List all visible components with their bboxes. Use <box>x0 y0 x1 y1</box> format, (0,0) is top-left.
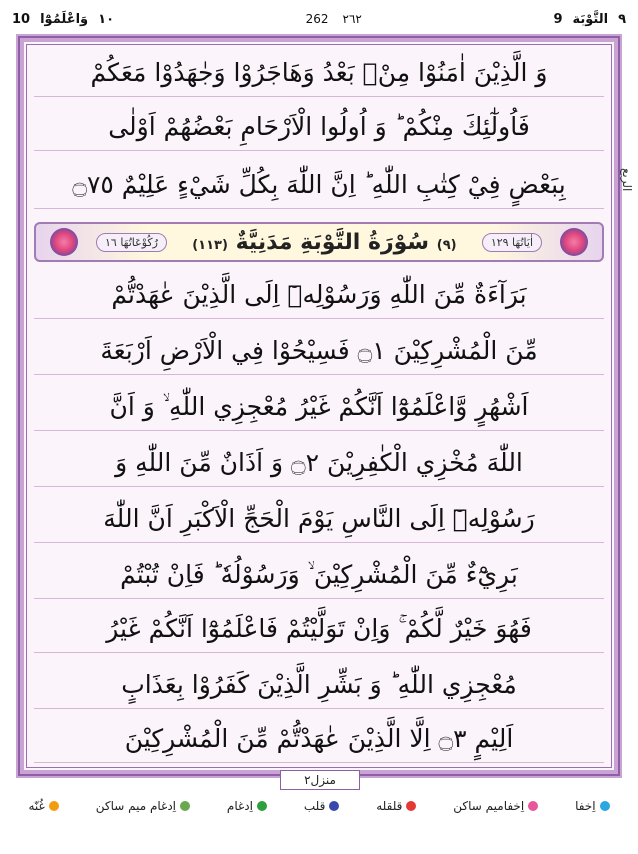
legend-item-ghunna <box>29 799 59 813</box>
surah-title-text: سُوْرَةُ التَّوْبَةِ مَدَنِيَّةٌ <box>235 229 430 255</box>
surah-name: التَّوْبَة <box>572 11 609 27</box>
legend-item-ikhfa <box>575 799 609 813</box>
rub-marker: الربع <box>620 168 634 192</box>
text-line-11: مُعْجِزِي اللّٰهِ ؕ وَ بَشِّرِ الَّذِيْنَ كَفَرُوْا بِعَذَابٍ <box>34 662 604 709</box>
text-line-3: بِبَعْضٍ فِيْ كِتٰبِ اللّٰهِ ؕ اِنَّ اللّٰهَ بِكُلِّ شَيْءٍ عَلِيْمٌ ۝٧٥ <box>34 162 604 209</box>
legend-label-qalqala: قلقله <box>376 799 403 813</box>
ayat-count-label: اٰيَاتُهَا ١٢٩ <box>482 233 542 252</box>
legend-dot-idgham <box>257 801 267 811</box>
page-number: 262 <box>305 12 329 26</box>
text-line-10: فَهُوَ خَيْرٌ لَّكُمْ ۚ وَاِنْ تَوَلَّيْتُمْ فَاعْلَمُوْٓا اَنَّكُمْ غَيْرُ <box>34 606 604 653</box>
banner-ornament-left <box>50 228 78 256</box>
legend-label-idgham: اِدغام <box>226 799 253 813</box>
surah-number-arabic: ٩ <box>618 11 626 27</box>
ruku-count-label: رُكُوْعَاتُهَا ١٦ <box>96 233 167 252</box>
text-line-8: رَسُوْلِهٖٓ اِلَى النَّاسِ يَوْمَ الْحَجِّ الْاَكْبَرِ اَنَّ اللّٰهَ <box>34 496 604 543</box>
juz-number: 10 <box>12 11 31 27</box>
tajweed-legend <box>0 794 638 818</box>
surah-title <box>192 230 456 255</box>
juz-name: وَاعْلَمُوْٓا <box>40 11 89 27</box>
surah-title-number: (١١٣) <box>192 237 228 253</box>
page-header <box>0 6 638 32</box>
legend-label-ikhfa: اِخفا <box>575 799 596 813</box>
legend-dot-ikhfa-meem <box>528 801 538 811</box>
legend-dot-qalb <box>329 801 339 811</box>
legend-item-idgham <box>227 799 267 813</box>
text-line-7: اللّٰهَ مُخْزِي الْكٰفِرِيْنَ ۝٢ وَ اَذَانٌ مِّنَ اللّٰهِ وَ <box>34 440 604 487</box>
text-line-6: اَشْهُرٍ وَّاعْلَمُوْٓا اَنَّكُمْ غَيْرُ مُعْجِزِي اللّٰهِ ۙ وَ اَنَّ <box>34 384 604 431</box>
banner-ornament-right <box>560 228 588 256</box>
text-line-1: وَ الَّذِيْنَ اٰمَنُوْا مِنْۢ بَعْدُ وَهَاجَرُوْا وَجٰهَدُوْا مَعَكُمْ <box>34 50 604 97</box>
legend-label-qalb: قلب <box>303 799 326 813</box>
text-line-2: فَاُولٰٓئِكَ مِنْكُمْ ؕ وَ اُولُوا الْاَرْحَامِ بَعْضُهُمْ اَوْلٰى <box>34 104 604 151</box>
legend-item-qalqala <box>376 799 416 813</box>
surah-header-banner <box>34 222 604 262</box>
text-line-5: مِّنَ الْمُشْرِكِيْنَ ۝١ فَسِيْحُوْا فِي الْاَرْضِ اَرْبَعَةَ <box>34 328 604 375</box>
text-line-9: بَرِيْٓءٌ مِّنَ الْمُشْرِكِيْنَ ۙ وَرَسُوْلُهٗ ؕ فَاِنْ تُبْتُمْ <box>34 552 604 599</box>
legend-dot-qalqala <box>406 801 416 811</box>
page-number-block <box>306 12 362 26</box>
legend-label-ikhfa-meem: اِخفامیم ساکن <box>453 799 525 813</box>
page-number-arabic: ٢٦٢ <box>342 12 362 26</box>
legend-label-ghunna: غُنّه <box>28 799 45 813</box>
juz-indicator <box>12 12 114 27</box>
manzil-label: منزل٢ <box>280 770 360 790</box>
legend-item-qalb <box>304 799 340 813</box>
legend-dot-idgham-meem <box>180 801 190 811</box>
surah-number: 9 <box>553 11 563 27</box>
legend-item-idgham-meem <box>96 799 190 813</box>
juz-number-arabic: ١٠ <box>98 11 115 27</box>
legend-label-idgham-meem: اِدغام میم ساکن <box>95 799 176 813</box>
surah-title-prefix-number: (٩) <box>436 237 457 253</box>
legend-item-ikhfa-meem <box>453 799 538 813</box>
surah-indicator <box>553 12 626 27</box>
text-line-12: اَلِيْمٍ ۝٣ اِلَّا الَّذِيْنَ عٰهَدْتُّمْ مِّنَ الْمُشْرِكِيْنَ <box>34 716 604 763</box>
text-line-4: بَرَآءَةٌ مِّنَ اللّٰهِ وَرَسُوْلِهٖٓ اِلَى الَّذِيْنَ عٰهَدْتُّمْ <box>34 272 604 319</box>
legend-dot-ikhfa <box>600 801 610 811</box>
legend-dot-ghunna <box>49 801 59 811</box>
